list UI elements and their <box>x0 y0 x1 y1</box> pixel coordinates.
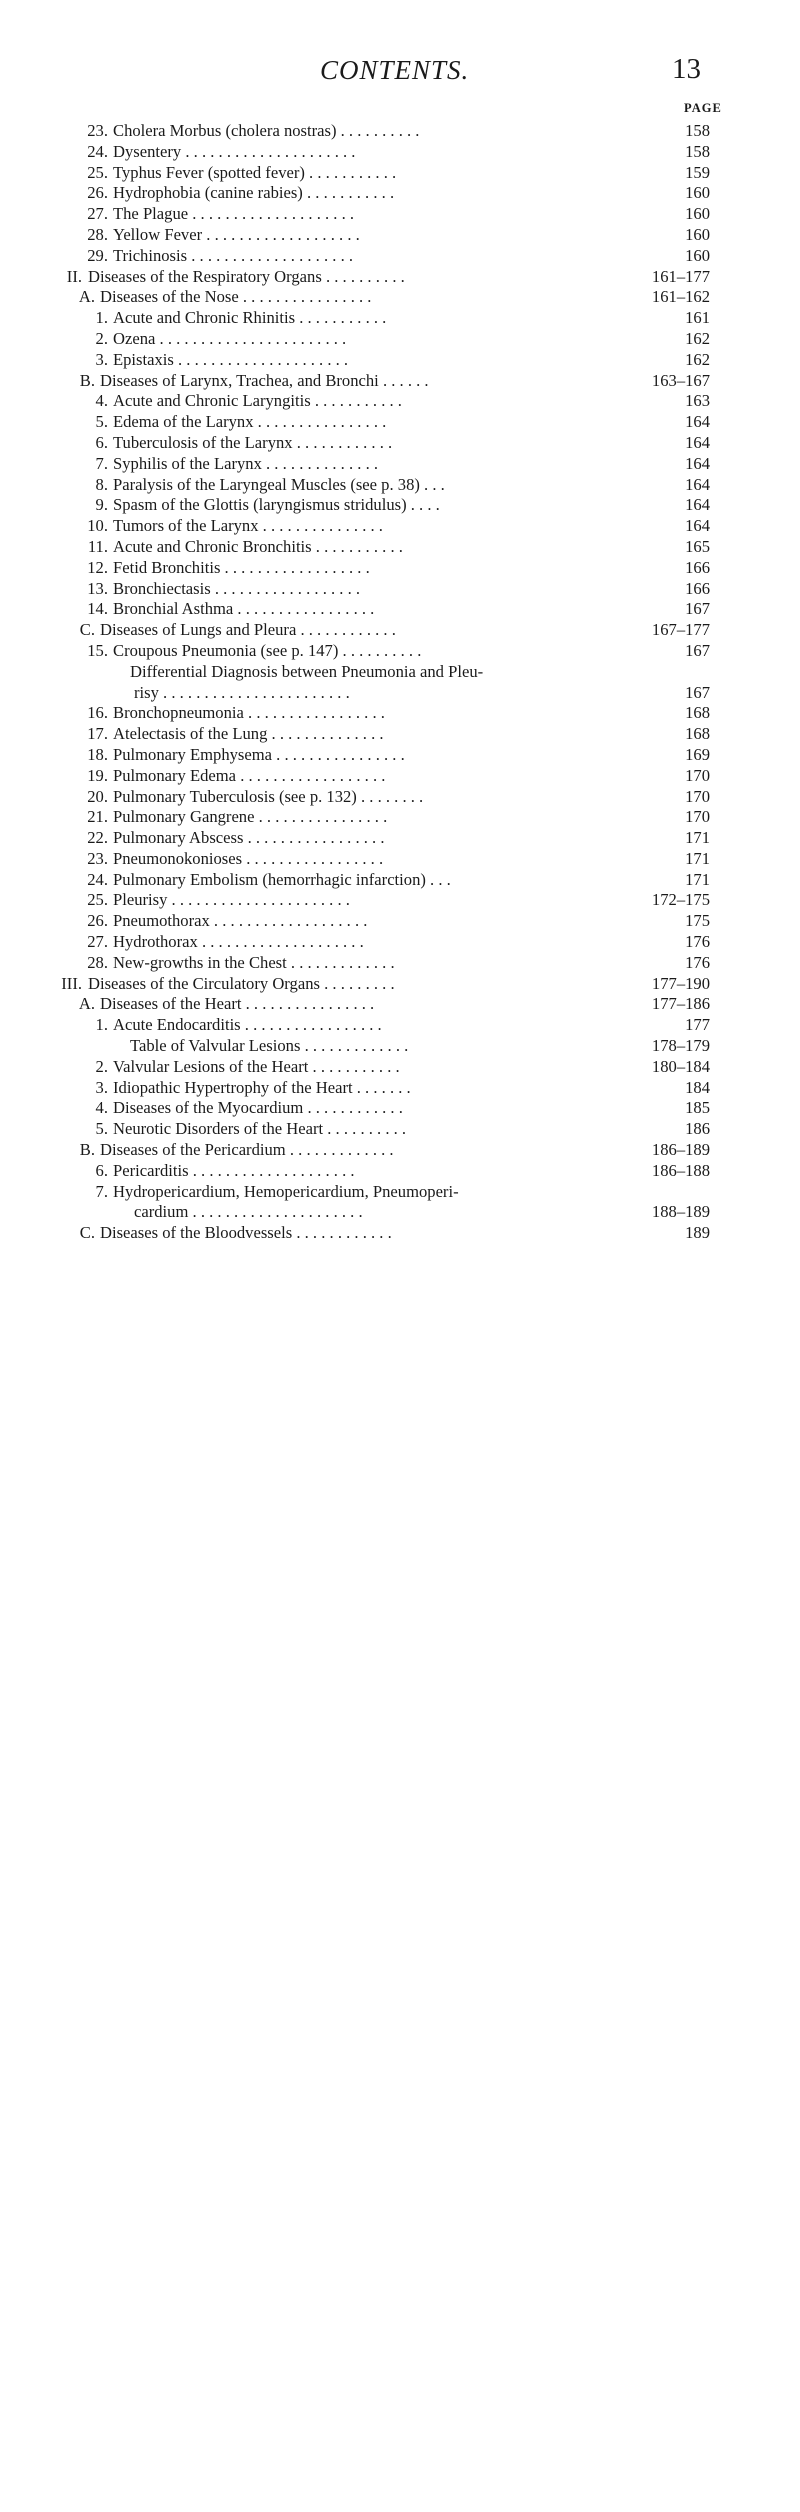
toc-entry <box>0 703 800 724</box>
toc-entry-number: 15. <box>87 640 108 660</box>
toc-entry-number: 25. <box>87 890 108 910</box>
toc-entry-title: Pericarditis . . . . . . . . . . . . . . . . . . . . <box>113 1160 355 1180</box>
toc-entry-title: Hydrothorax . . . . . . . . . . . . . . . . . . . . <box>113 932 364 952</box>
toc-entry <box>0 183 800 204</box>
toc-entry-number: 6. <box>95 432 108 452</box>
toc-entry-number: 3. <box>95 1077 108 1097</box>
toc-entry-title: Diseases of the Bloodvessels . . . . . . . . . . . . <box>100 1223 392 1243</box>
toc-entry-number: 26. <box>87 183 108 203</box>
toc-entry-title: Acute and Chronic Bronchitis . . . . . . . . . . . <box>113 536 403 556</box>
toc-entry-number: 9. <box>95 495 108 515</box>
toc-entry-title: Trichinosis . . . . . . . . . . . . . . . . . . . . <box>113 245 354 265</box>
toc-entry-number: B. <box>79 370 95 390</box>
toc-entry <box>0 1140 800 1161</box>
toc-entry <box>0 932 800 953</box>
toc-entry <box>0 121 800 142</box>
toc-entry-number: 22. <box>87 828 108 848</box>
toc-entry-title: Diseases of the Myocardium . . . . . . . . . . . . <box>113 1098 403 1118</box>
toc-entry <box>0 599 800 620</box>
toc-entry <box>0 787 800 808</box>
toc-entry-number: 19. <box>87 765 108 785</box>
toc-entry <box>0 1015 800 1036</box>
toc-entry-page: 180–184 <box>651 1056 710 1076</box>
table-of-contents <box>0 121 800 1244</box>
toc-entry-number: C. <box>79 620 95 640</box>
toc-entry <box>0 142 800 163</box>
toc-entry <box>0 1119 800 1140</box>
toc-entry-number: 14. <box>87 599 108 619</box>
toc-entry <box>0 204 800 225</box>
toc-entry <box>0 454 800 475</box>
toc-entry <box>0 745 800 766</box>
toc-entry <box>0 641 800 662</box>
toc-entry-page: 177 <box>685 1015 710 1035</box>
toc-entry-page: 162 <box>685 328 710 348</box>
toc-entry-number: 2. <box>95 1056 108 1076</box>
toc-entry-title: Differential Diagnosis between Pneumonia and Pleu- <box>130 661 484 681</box>
toc-entry-page: 175 <box>685 911 710 931</box>
toc-entry-page: 164 <box>685 495 710 515</box>
toc-entry-title: Tumors of the Larynx . . . . . . . . . . . . . . . <box>113 516 383 536</box>
toc-entry-number: 28. <box>87 952 108 972</box>
toc-entry-number: 13. <box>87 578 108 598</box>
toc-entry-page: 167–177 <box>651 620 710 640</box>
toc-entry-page: 172–175 <box>651 890 710 910</box>
toc-entry-number: 17. <box>87 724 108 744</box>
toc-entry <box>0 953 800 974</box>
toc-entry <box>0 620 800 641</box>
toc-entry-page: 178–179 <box>651 1036 710 1056</box>
toc-entry <box>0 516 800 537</box>
toc-entry-page: 166 <box>685 557 710 577</box>
toc-entry-title: Pleurisy . . . . . . . . . . . . . . . . . . . . . . <box>113 890 350 910</box>
toc-entry-page: 161–177 <box>651 266 710 286</box>
toc-entry-number: 21. <box>87 807 108 827</box>
toc-entry <box>0 890 800 911</box>
toc-entry-page: 164 <box>685 453 710 473</box>
toc-entry-page: 189 <box>685 1223 710 1243</box>
toc-entry-page: 186–189 <box>651 1140 710 1160</box>
toc-entry-page: 169 <box>685 744 710 764</box>
toc-entry-number: 24. <box>87 869 108 889</box>
toc-entry-number: 7. <box>95 1181 108 1201</box>
toc-entry-page: 171 <box>685 848 710 868</box>
toc-entry-page: 167 <box>685 599 710 619</box>
toc-entry <box>0 974 800 995</box>
toc-entry-page: 164 <box>685 516 710 536</box>
toc-entry-page: 186 <box>685 1119 710 1139</box>
toc-entry-title: Table of Valvular Lesions . . . . . . . . . . . . . <box>130 1036 409 1056</box>
toc-entry <box>0 1098 800 1119</box>
toc-entry-number: 23. <box>87 848 108 868</box>
toc-entry-number: 6. <box>95 1160 108 1180</box>
toc-entry <box>0 391 800 412</box>
toc-entry-page: 161 <box>685 308 710 328</box>
toc-entry-page: 168 <box>685 724 710 744</box>
toc-entry-title: The Plague . . . . . . . . . . . . . . . . . . . . <box>113 204 355 224</box>
toc-entry-title: Acute and Chronic Laryngitis . . . . . . . . . . . <box>113 391 402 411</box>
toc-entry-page: 162 <box>685 349 710 369</box>
toc-entry-page: 159 <box>685 162 710 182</box>
toc-entry-number: 2. <box>95 328 108 348</box>
toc-entry <box>0 225 800 246</box>
toc-entry-title: Pulmonary Tuberculosis (see p. 132) . . . . . . . . <box>113 786 424 806</box>
toc-entry-title: Valvular Lesions of the Heart . . . . . . . . . . . <box>113 1056 400 1076</box>
toc-entry-number: 5. <box>95 412 108 432</box>
toc-entry-number: 3. <box>95 349 108 369</box>
toc-entry-title: Tuberculosis of the Larynx . . . . . . . . . . . . <box>113 432 393 452</box>
toc-entry-page: 171 <box>685 828 710 848</box>
toc-entry-page: 167 <box>685 682 710 702</box>
toc-entry-title: Syphilis of the Larynx . . . . . . . . . . . . . . <box>113 453 379 473</box>
page-column-label: PAGE <box>684 101 722 115</box>
toc-entry-page: 158 <box>685 141 710 161</box>
toc-entry <box>0 911 800 932</box>
toc-entry-page: 163 <box>685 391 710 411</box>
toc-entry-title: Neurotic Disorders of the Heart . . . . . . . . . . <box>113 1119 407 1139</box>
toc-entry <box>0 662 800 683</box>
toc-entry-number: 1. <box>95 1015 108 1035</box>
toc-entry <box>0 870 800 891</box>
toc-entry-page: 170 <box>685 786 710 806</box>
toc-entry-title: Diseases of the Circulatory Organs . . . . . . . . . <box>88 973 395 993</box>
toc-entry-number: A. <box>78 287 95 307</box>
toc-entry-title: Diseases of the Nose . . . . . . . . . . . . . . . . <box>100 287 372 307</box>
toc-entry-number: 25. <box>87 162 108 182</box>
toc-entry-number: 27. <box>87 204 108 224</box>
toc-entry-title: New-growths in the Chest . . . . . . . . . . . . . <box>113 952 395 972</box>
toc-entry-page: 161–162 <box>651 287 710 307</box>
toc-entry-title: Diseases of the Respiratory Organs . . . . . . . . . . <box>88 266 405 286</box>
toc-entry-title: Pneumothorax . . . . . . . . . . . . . . . . . . . <box>113 911 368 931</box>
toc-entry-page: 170 <box>685 765 710 785</box>
toc-entry-number: 18. <box>87 744 108 764</box>
toc-entry-page: 176 <box>685 932 710 952</box>
toc-entry <box>0 828 800 849</box>
toc-entry-page: 160 <box>685 183 710 203</box>
toc-entry <box>0 475 800 496</box>
toc-entry-page: 165 <box>685 536 710 556</box>
toc-entry <box>0 308 800 329</box>
toc-entry-number: 11. <box>87 536 108 556</box>
toc-entry-title: Croupous Pneumonia (see p. 147) . . . . . . . . . . <box>113 640 422 660</box>
toc-entry-page: 176 <box>685 952 710 972</box>
toc-entry <box>0 1161 800 1182</box>
toc-entry-title: Pulmonary Edema . . . . . . . . . . . . . . . . . . <box>113 765 386 785</box>
toc-entry <box>0 849 800 870</box>
toc-entry-number: II. <box>66 266 82 286</box>
toc-entry-title: Edema of the Larynx . . . . . . . . . . . . . . . . <box>113 412 387 432</box>
toc-entry-number: 5. <box>95 1119 108 1139</box>
toc-entry-title: Pulmonary Emphysema . . . . . . . . . . . . . . . . <box>113 744 405 764</box>
toc-entry-title: cardium . . . . . . . . . . . . . . . . . . . . . <box>134 1202 363 1222</box>
toc-entry <box>0 994 800 1015</box>
toc-entry-title: Bronchial Asthma . . . . . . . . . . . . . . . . . <box>113 599 375 619</box>
toc-entry-number: A. <box>78 994 95 1014</box>
toc-entry-page: 160 <box>685 245 710 265</box>
toc-entry-page: 171 <box>685 869 710 889</box>
toc-entry-title: Dysentery . . . . . . . . . . . . . . . . . . . . . <box>113 141 356 161</box>
toc-entry-number: 28. <box>87 224 108 244</box>
toc-entry <box>0 412 800 433</box>
toc-entry-title: Hydrophobia (canine rabies) . . . . . . . . . . . <box>113 183 395 203</box>
toc-entry-title: Paralysis of the Laryngeal Muscles (see p. 38) . . . <box>113 474 445 494</box>
toc-entry-page: 177–190 <box>651 973 710 993</box>
toc-entry <box>0 287 800 308</box>
toc-entry <box>0 1057 800 1078</box>
toc-entry-number: 20. <box>87 786 108 806</box>
toc-entry-number: 24. <box>87 141 108 161</box>
toc-entry <box>0 807 800 828</box>
toc-entry <box>0 537 800 558</box>
toc-entry-page: 158 <box>685 121 710 140</box>
toc-entry-page: 177–186 <box>651 994 710 1014</box>
toc-entry <box>0 267 800 288</box>
toc-entry-number: 16. <box>87 703 108 723</box>
toc-entry-page: 164 <box>685 474 710 494</box>
toc-entry <box>0 1223 800 1244</box>
toc-entry-number: 4. <box>95 391 108 411</box>
toc-entry-title: Cholera Morbus (cholera nostras) . . . . . . . . . . <box>113 121 420 140</box>
toc-entry-number: III. <box>61 973 82 993</box>
toc-entry-number: 26. <box>87 911 108 931</box>
toc-entry-number: B. <box>79 1140 95 1160</box>
toc-entry-title: Epistaxis . . . . . . . . . . . . . . . . . . . . . <box>113 349 349 369</box>
toc-entry-page: 163–167 <box>651 370 710 390</box>
toc-entry <box>0 579 800 600</box>
toc-entry-page: 184 <box>685 1077 710 1097</box>
toc-entry <box>0 683 800 704</box>
page-title: CONTENTS. <box>320 55 470 85</box>
toc-entry <box>0 724 800 745</box>
toc-entry-number: 10. <box>87 516 108 536</box>
toc-entry-title: Pulmonary Gangrene . . . . . . . . . . . . . . . . <box>113 807 388 827</box>
toc-entry-number: 23. <box>87 121 108 140</box>
toc-entry-number: 12. <box>87 557 108 577</box>
toc-entry <box>0 371 800 392</box>
toc-entry <box>0 558 800 579</box>
toc-entry <box>0 433 800 454</box>
toc-entry-page: 164 <box>685 432 710 452</box>
toc-entry <box>0 246 800 267</box>
toc-entry-number: 8. <box>95 474 108 494</box>
toc-entry-title: Diseases of the Heart . . . . . . . . . . . . . . . . <box>100 994 375 1014</box>
toc-entry <box>0 350 800 371</box>
toc-entry-page: 160 <box>685 224 710 244</box>
toc-entry-number: 29. <box>87 245 108 265</box>
toc-entry-title: Spasm of the Glottis (laryngismus stridulus) . . . . <box>113 495 440 515</box>
toc-entry-page: 188–189 <box>651 1202 710 1222</box>
page-number: 13 <box>672 53 701 85</box>
toc-entry <box>0 1182 800 1203</box>
toc-entry <box>0 163 800 184</box>
toc-entry-page: 170 <box>685 807 710 827</box>
toc-entry-title: Yellow Fever . . . . . . . . . . . . . . . . . . . <box>113 224 360 244</box>
toc-entry-title: Bronchiectasis . . . . . . . . . . . . . . . . . . <box>113 578 361 598</box>
toc-entry <box>0 1202 800 1223</box>
toc-entry-page: 186–188 <box>651 1160 710 1180</box>
toc-entry-title: Acute Endocarditis . . . . . . . . . . . . . . . . . <box>113 1015 382 1035</box>
toc-entry-title: Idiopathic Hypertrophy of the Heart . . . . . . . <box>113 1077 411 1097</box>
toc-entry-number: 27. <box>87 932 108 952</box>
toc-entry-title: Fetid Bronchitis . . . . . . . . . . . . . . . . . . <box>113 557 370 577</box>
toc-entry-title: Acute and Chronic Rhinitis . . . . . . . . . . . <box>113 308 387 328</box>
toc-entry-page: 166 <box>685 578 710 598</box>
toc-entry-number: 4. <box>95 1098 108 1118</box>
toc-entry-title: Pneumonokonioses . . . . . . . . . . . . . . . . . <box>113 848 384 868</box>
toc-entry-title: Bronchopneumonia . . . . . . . . . . . . . . . . . <box>113 703 385 723</box>
toc-entry <box>0 1036 800 1057</box>
toc-entry-title: risy . . . . . . . . . . . . . . . . . . . . . . . <box>134 682 350 702</box>
toc-entry-number: C. <box>79 1223 95 1243</box>
toc-entry-number: 1. <box>95 308 108 328</box>
toc-entry-page: 185 <box>685 1098 710 1118</box>
toc-entry-title: Hydropericardium, Hemopericardium, Pneumoperi- <box>113 1181 459 1201</box>
toc-entry-title: Ozena . . . . . . . . . . . . . . . . . . . . . . . <box>113 328 347 348</box>
toc-entry-page: 168 <box>685 703 710 723</box>
running-head <box>0 55 800 95</box>
toc-entry-number: 7. <box>95 453 108 473</box>
toc-entry-title: Diseases of Larynx, Trachea, and Bronchi . . . . . . <box>100 370 429 390</box>
toc-entry <box>0 329 800 350</box>
toc-entry-title: Diseases of Lungs and Pleura . . . . . . . . . . . . <box>100 620 396 640</box>
toc-entry <box>0 495 800 516</box>
toc-entry-title: Pulmonary Abscess . . . . . . . . . . . . . . . . . <box>113 828 385 848</box>
toc-entry-title: Diseases of the Pericardium . . . . . . . . . . . . . <box>100 1140 394 1160</box>
toc-entry-page: 167 <box>685 640 710 660</box>
toc-entry-page: 160 <box>685 204 710 224</box>
toc-entry <box>0 766 800 787</box>
toc-entry-title: Pulmonary Embolism (hemorrhagic infarction) . . . <box>113 869 451 889</box>
toc-entry-title: Atelectasis of the Lung . . . . . . . . . . . . . . <box>113 724 384 744</box>
toc-entry-page: 164 <box>685 412 710 432</box>
toc-entry-title: Typhus Fever (spotted fever) . . . . . . . . . . . <box>113 162 397 182</box>
toc-entry <box>0 1078 800 1099</box>
